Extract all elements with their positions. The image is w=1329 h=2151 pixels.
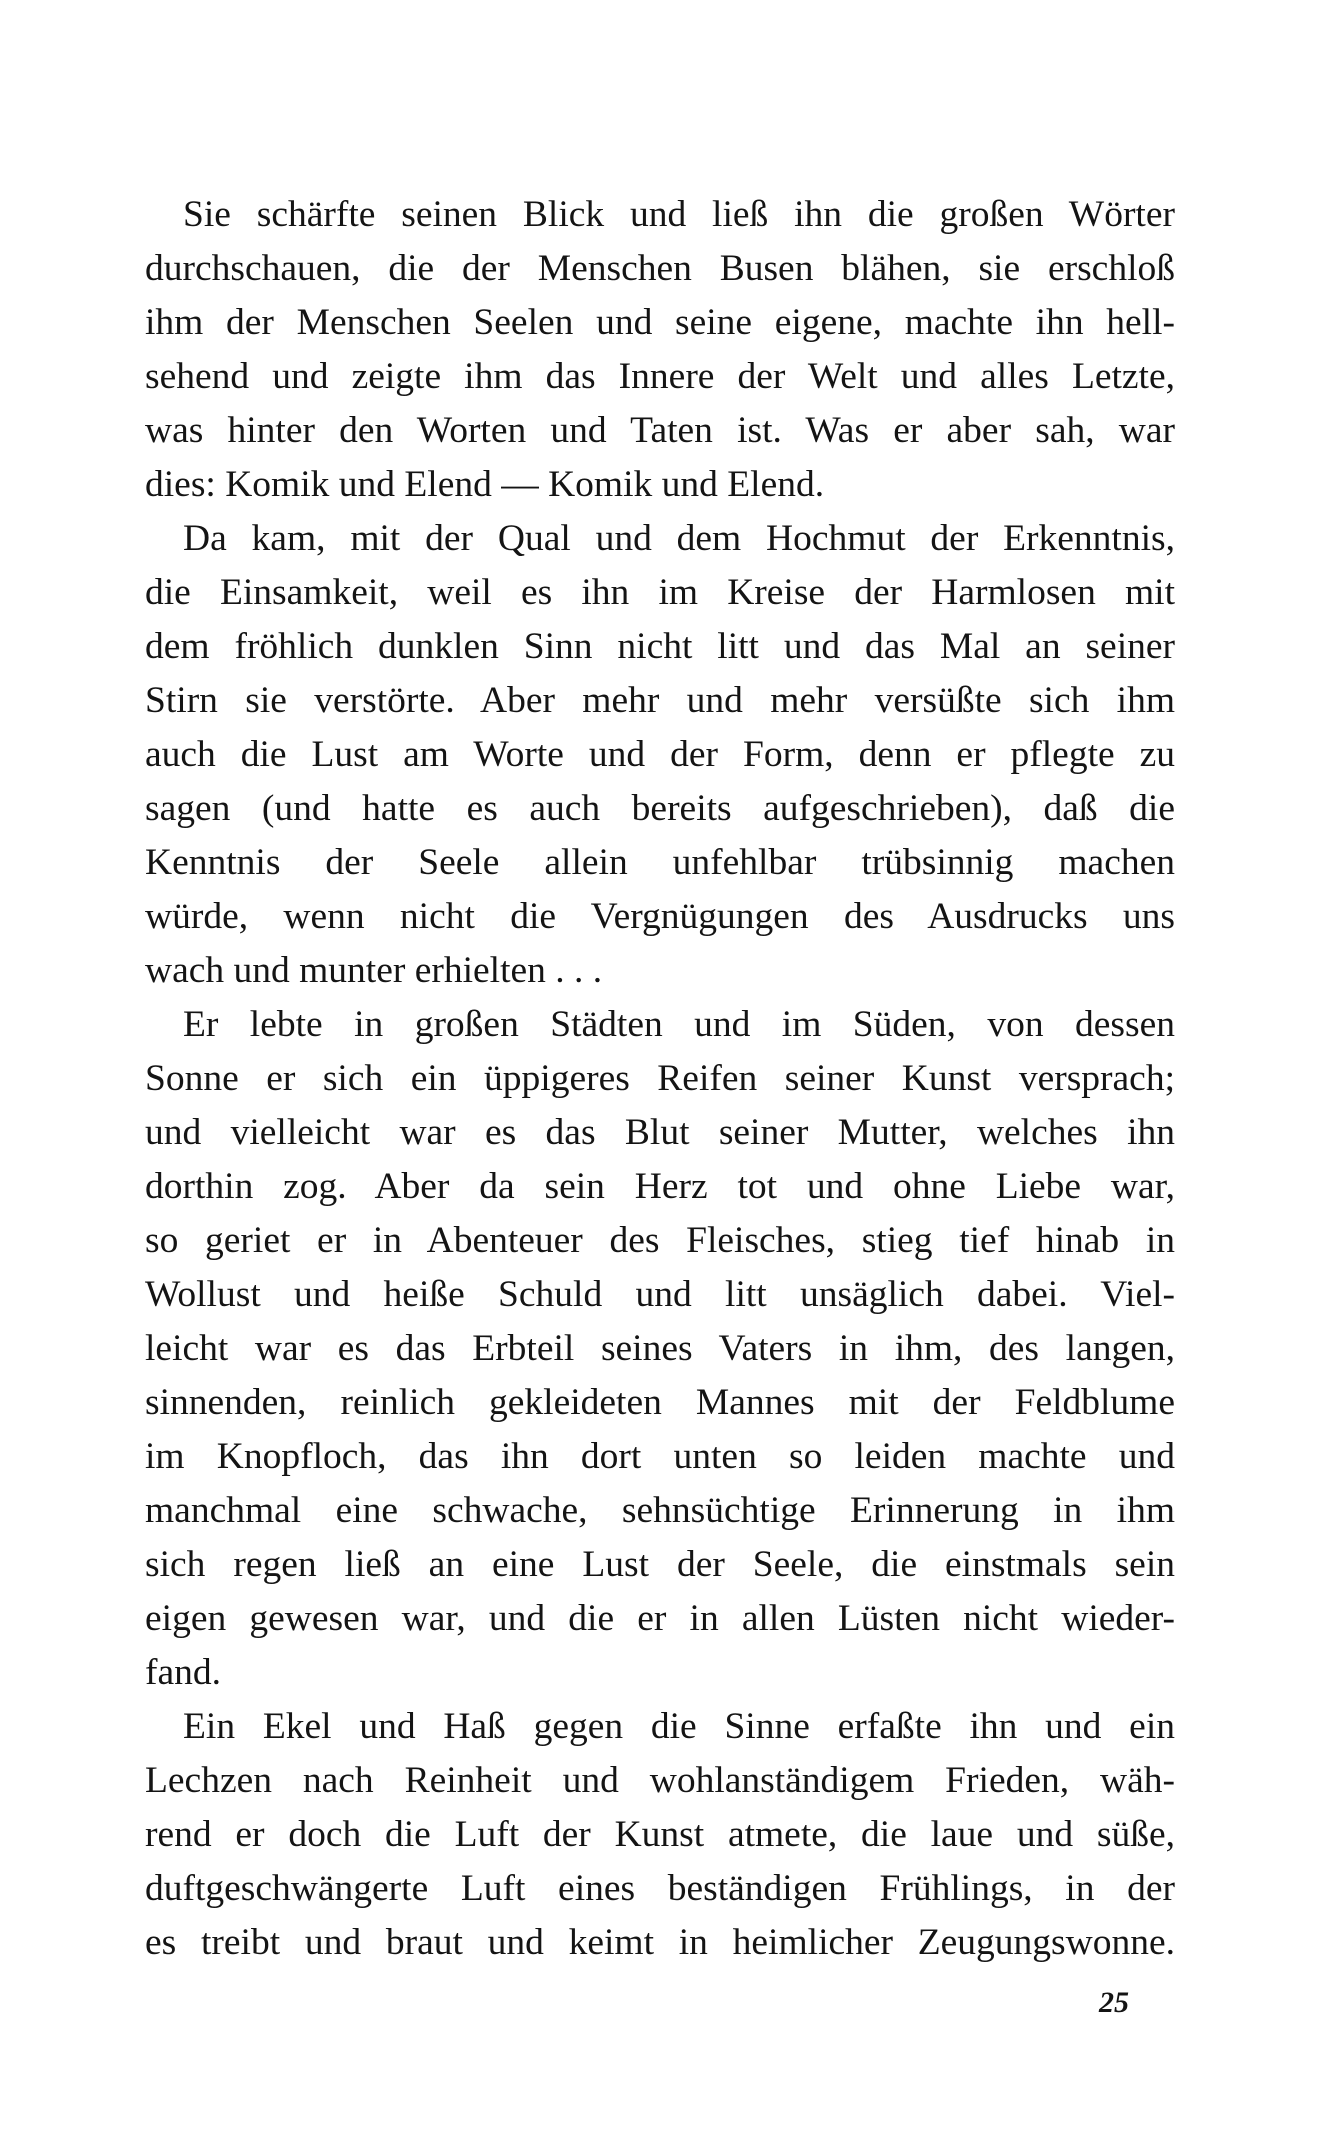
paragraph-1 [145,188,1175,512]
text-line: ihm der Menschen Seelen und seine eigene, machte ihn hell- [145,302,1175,343]
text-line: und vielleicht war es das Blut seiner Mutter, welches ihn [145,1112,1175,1153]
text-line: manchmal eine schwache, sehnsüchtige Erinnerung in ihm [145,1490,1175,1531]
text-line: dorthin zog. Aber da sein Herz tot und ohne Liebe war, [145,1166,1175,1207]
text-line: dem fröhlich dunklen Sinn nicht litt und das Mal an seiner [145,626,1175,667]
text-line: Lechzen nach Reinheit und wohlanständigem Frieden, wäh- [145,1760,1175,1801]
paragraph-3 [145,998,1175,1700]
paragraph-4 [145,1700,1175,1970]
text-line: im Knopfloch, das ihn dort unten so leiden machte und [145,1436,1175,1477]
text-line: es treibt und braut und keimt in heimlicher Zeugungswonne. [145,1922,1175,1963]
text-line: Er lebte in großen Städten und im Süden, von dessen [183,1004,1175,1045]
text-line: durchschauen, die der Menschen Busen blähen, sie erschloß [145,248,1175,289]
text-line: Ein Ekel und Haß gegen die Sinne erfaßte ihn und ein [183,1706,1175,1747]
text-line: fand. [145,1652,222,1693]
text-line: Da kam, mit der Qual und dem Hochmut der Erkenntnis, [183,518,1175,559]
page-number: 25 [1099,1986,1129,2019]
text-line: würde, wenn nicht die Vergnügungen des Ausdrucks uns [145,896,1175,937]
text-line: sinnenden, reinlich gekleideten Mannes mit der Feldblume [145,1382,1175,1423]
text-line: was hinter den Worten und Taten ist. Was er aber sah, war [145,410,1175,451]
text-line: sehend und zeigte ihm das Innere der Welt und alles Letzte, [145,356,1175,397]
text-line: wach und munter erhielten . . . [145,950,603,991]
paragraph-2 [145,512,1175,998]
text-line: die Einsamkeit, weil es ihn im Kreise der Harmlosen mit [145,572,1175,613]
text-line: so geriet er in Abenteuer des Fleisches, stieg tief hinab in [145,1220,1175,1261]
text-line: Stirn sie verstörte. Aber mehr und mehr versüßte sich ihm [145,680,1175,721]
text-line: dies: Komik und Elend — Komik und Elend. [145,464,825,505]
text-line: auch die Lust am Worte und der Form, denn er pflegte zu [145,734,1175,775]
text-line: Kenntnis der Seele allein unfehlbar trübsinnig machen [145,842,1175,883]
text-line: sich regen ließ an eine Lust der Seele, die einstmals sein [145,1544,1175,1585]
text-line: rend er doch die Luft der Kunst atmete, die laue und süße, [145,1814,1175,1855]
text-line: Wollust und heiße Schuld und litt unsäglich dabei. Viel- [145,1274,1175,1315]
text-line: leicht war es das Erbteil seines Vaters in ihm, des langen, [145,1328,1175,1369]
text-line: Sonne er sich ein üppigeres Reifen seiner Kunst versprach; [145,1058,1175,1099]
text-line: Sie schärfte seinen Blick und ließ ihn die großen Wörter [183,194,1175,235]
text-line: sagen (und hatte es auch bereits aufgeschrieben), daß die [145,788,1175,829]
text-line: eigen gewesen war, und die er in allen Lüsten nicht wieder- [145,1598,1175,1639]
body-text [145,188,1175,1970]
text-line: duftgeschwängerte Luft eines beständigen Frühlings, in der [145,1868,1175,1909]
